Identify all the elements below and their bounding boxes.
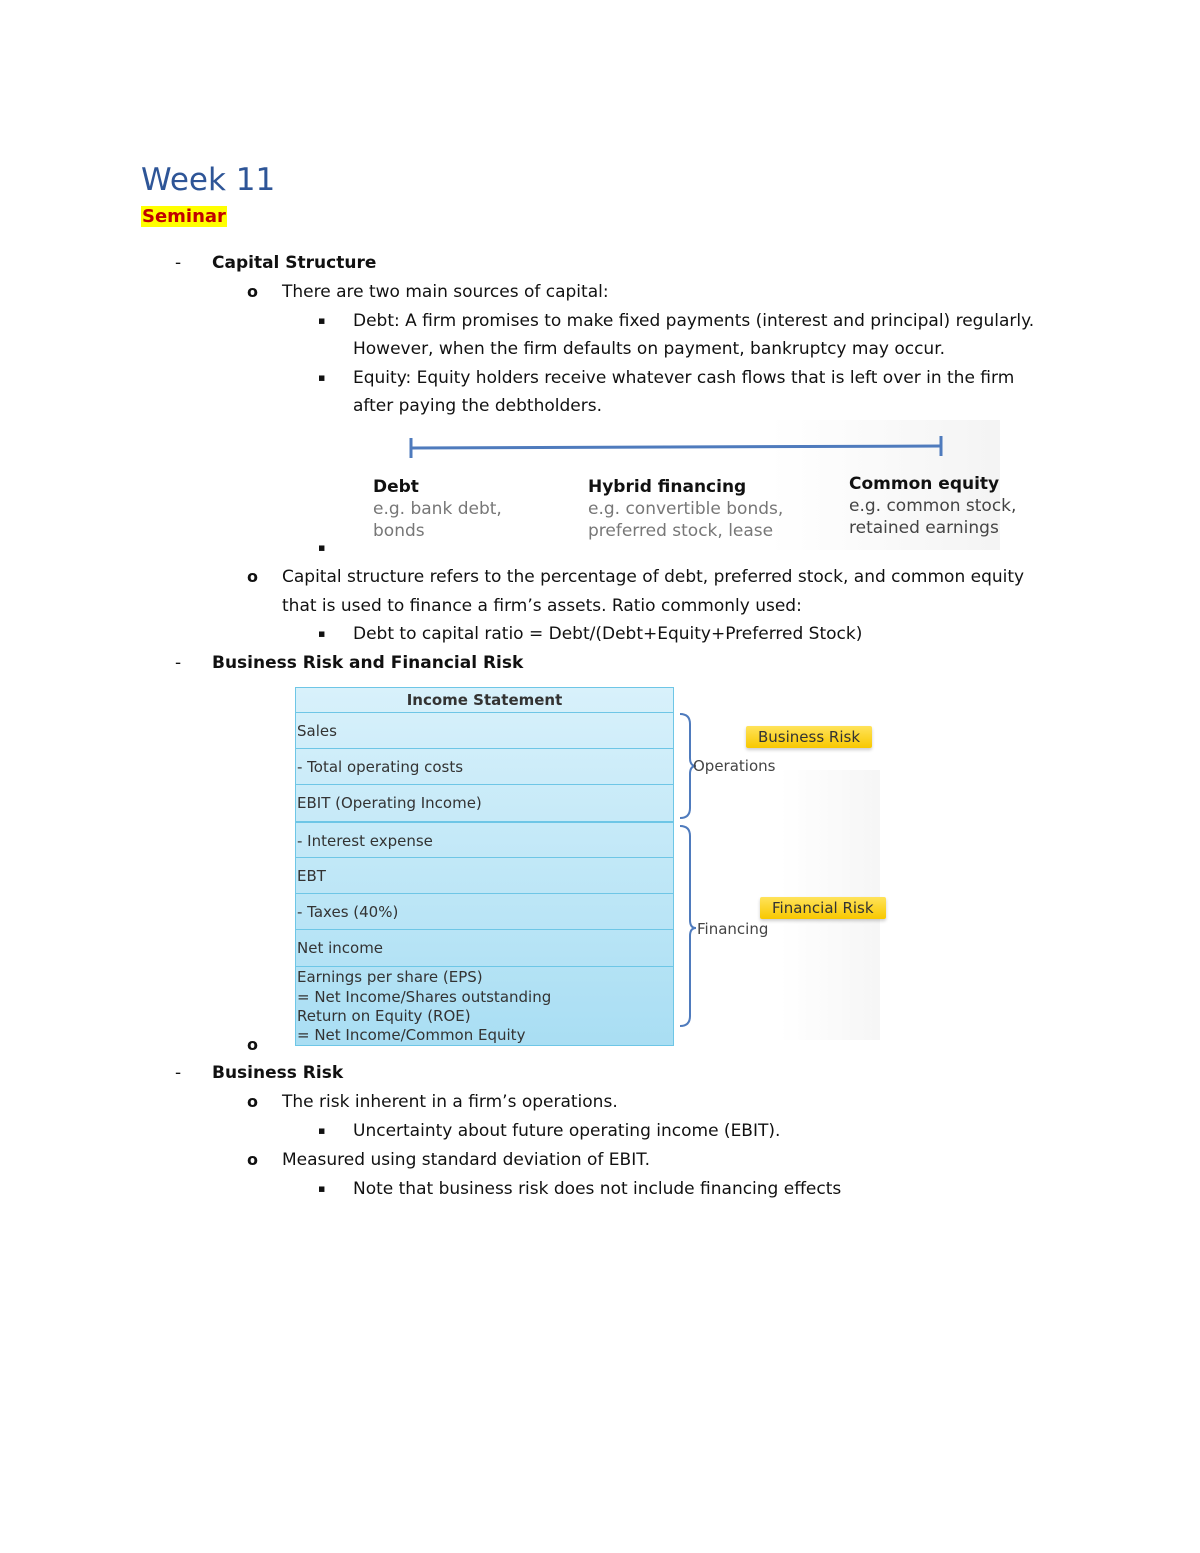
circle-marker: o (247, 1150, 258, 1169)
square-marker: ▪ (318, 1124, 326, 1137)
square-marker: ▪ (318, 1182, 326, 1195)
row-sales: Sales (297, 722, 337, 740)
financial-risk-badge: Financial Risk (760, 897, 886, 919)
spectrum-hybrid-sub-2: preferred stock, lease (588, 521, 774, 541)
equity-line-2: after paying the debtholders. (353, 396, 602, 416)
debt-line-1: Debt: A firm promises to make fixed payments (interest and principal) regularly. (353, 311, 1035, 331)
row-ebit: EBIT (Operating Income) (297, 794, 482, 812)
row-interest-expense: - Interest expense (297, 832, 433, 850)
dash-marker: - (175, 1063, 182, 1083)
spectrum-debt-title: Debt (373, 477, 419, 497)
business-risk-point-2: Measured using standard deviation of EBIT. (282, 1150, 650, 1170)
capital-def-line-1: Capital structure refers to the percentage of debt, preferred stock, and common equity (282, 567, 1025, 587)
spectrum-equity-sub-1: e.g. common stock, (849, 496, 1017, 516)
capital-def-line-2: that is used to finance a firm’s assets. Ratio commonly used: (282, 596, 802, 616)
income-statement-title: Income Statement (406, 691, 563, 709)
spectrum-line (405, 436, 945, 460)
square-marker: ▪ (318, 371, 326, 384)
section-heading-business-risk: Business Risk (212, 1063, 344, 1083)
business-risk-point-1a: Uncertainty about future operating income (EBIT). (353, 1121, 781, 1141)
business-risk-point-2a: Note that business risk does not include financing effects (353, 1179, 842, 1199)
page-subtitle: Seminar (142, 206, 226, 227)
spectrum-hybrid-sub-1: e.g. convertible bonds, (588, 499, 784, 519)
business-risk-point-1: The risk inherent in a firm’s operations. (282, 1092, 618, 1112)
circle-marker: o (247, 282, 258, 301)
page-title: Week 11 (141, 162, 276, 198)
debt-line-2: However, when the firm defaults on payment, bankruptcy may occur. (353, 339, 946, 359)
dash-marker: - (175, 653, 182, 673)
row-eps-formula: = Net Income/Shares outstanding (297, 988, 552, 1006)
square-marker: ▪ (318, 541, 326, 554)
row-total-operating-costs: - Total operating costs (297, 758, 464, 776)
equity-line-1: Equity: Equity holders receive whatever cash flows that is left over in the firm (353, 368, 1015, 388)
row-net-income: Net income (297, 939, 384, 957)
financing-label: Financing (697, 920, 769, 938)
spectrum-debt-sub-1: e.g. bank debt, (373, 499, 502, 519)
business-risk-badge: Business Risk (746, 726, 872, 748)
dash-marker: - (175, 253, 182, 273)
spectrum-equity-sub-2: retained earnings (849, 518, 999, 538)
spectrum-hybrid-title: Hybrid financing (588, 477, 747, 497)
row-roe-label: Return on Equity (ROE) (297, 1007, 471, 1025)
spectrum-debt-sub-2: bonds (373, 521, 425, 541)
square-marker: ▪ (318, 314, 326, 327)
circle-marker: o (247, 567, 258, 586)
row-eps-label: Earnings per share (EPS) (297, 968, 483, 986)
square-marker: ▪ (318, 627, 326, 640)
circle-marker: o (247, 1035, 258, 1054)
spectrum-equity-title: Common equity (849, 474, 1000, 494)
row-taxes: - Taxes (40%) (297, 903, 399, 921)
section-heading-capital-structure: Capital Structure (212, 253, 377, 273)
section-heading-business-financial-risk: Business Risk and Financial Risk (212, 653, 524, 673)
debt-capital-ratio: Debt to capital ratio = Debt/(Debt+Equity+Preferred Stock) (353, 624, 863, 644)
circle-marker: o (247, 1092, 258, 1111)
capital-intro: There are two main sources of capital: (282, 282, 609, 302)
row-ebt: EBT (297, 867, 326, 885)
income-statement-table (295, 687, 674, 1046)
operations-label: Operations (693, 757, 776, 775)
row-roe-formula: = Net Income/Common Equity (297, 1026, 526, 1044)
